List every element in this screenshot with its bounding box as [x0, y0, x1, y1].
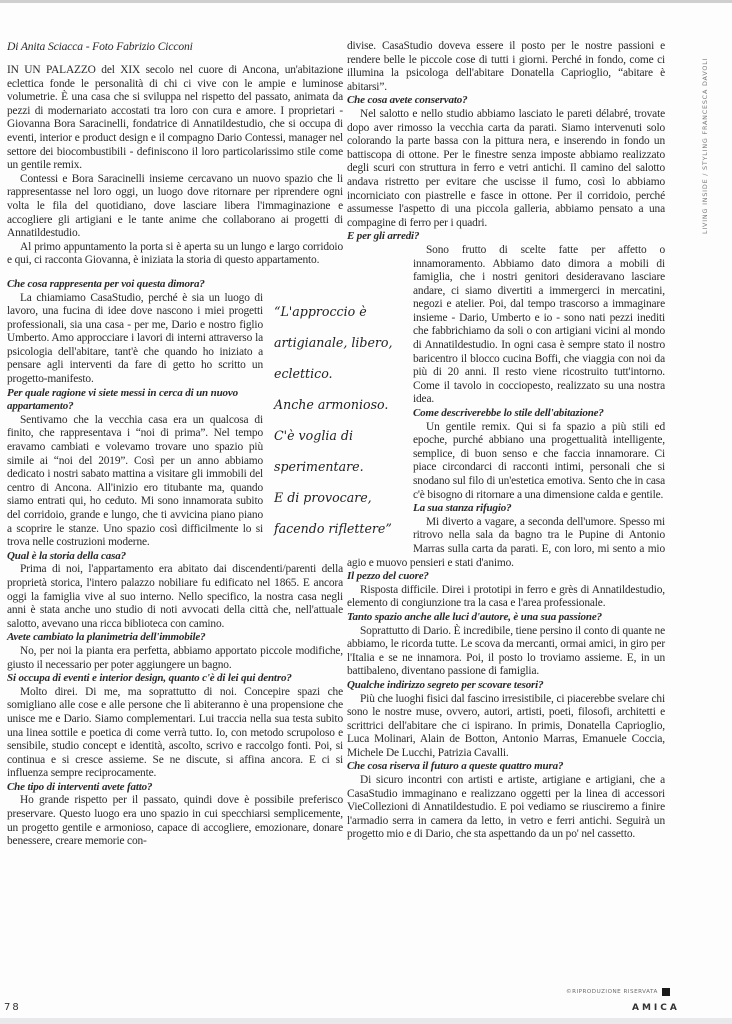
intro-paragraph-2: Contessi e Bora Saracinelli insieme cercavano un nuovo spazio che li rappresentasse nel loro oggi, un luogo dove ritornare per riprendere ogni volta le fila del quotidiano, dove lasciare libera l'immaginazione e accogliere gli artigiani e le tante anime che collaborano ai progetti di Annatildestudio.	[7, 172, 343, 240]
question: Che tipo di interventi avete fatto?	[7, 780, 153, 793]
question: Il pezzo del cuore?	[347, 570, 429, 583]
answer: Mi diverto a vagare, a seconda dell'umore. Spesso mi ritrovo nella sala da bagno tra le Pupine di Antonio Marras sulla carta da parati. E, con loro, mi sento a mio agio e muovo pensieri e stati d'animo.	[347, 515, 665, 569]
intro-lead-caps: IN UN PALAZZO	[7, 64, 96, 76]
pull-quote-line: sperimentare.	[274, 458, 364, 474]
answer: Più che luoghi fisici dal fascino irresistibile, ci piacerebbe svelare chi sono le nostre muse, ovvero, autori, artisti, poeti, filosofi, architetti e scrittrici dell'abitare che ci ispirano. In primis, Donatella Caprioglio, Luca Molinari, Alain de Botton, Antonio Marras, Emanuele Coccia, Michele De Lucchi, Patrizia Cavalli.	[347, 692, 665, 759]
magazine-name: AMICA	[632, 1003, 680, 1013]
question: Per quale ragione vi siete messi in cerca di un nuovo appartamento?	[7, 386, 238, 413]
spacer	[7, 268, 343, 278]
bottom-edge	[0, 1018, 732, 1024]
top-edge	[0, 0, 732, 3]
copyright-notice	[566, 988, 670, 996]
question: Che cosa avete conservato?	[347, 94, 468, 107]
pull-quote-line: Anche armonioso.	[274, 396, 389, 412]
side-credit: LIVING INSIDE / STYLING FRANCESCA DAVOLI	[701, 57, 709, 234]
question: Avete cambiato la planimetria dell'immobile?	[7, 631, 206, 644]
question: Tanto spazio anche alle luci d'autore, è una sua passione?	[347, 610, 602, 623]
continuation-paragraph: divise. CasaStudio doveva essere il posto per le nostre passioni e rendere belle le piccole cose di tutti i giorni. Perché in fondo, come ci illumina la psicologa dell'abitare Donatella Caprioglio, “abitare è abitarsi”.	[347, 40, 665, 93]
question: Qualche indirizzo segreto per scovare tesori?	[347, 678, 544, 691]
question: Qual è la storia della casa?	[7, 549, 126, 562]
end-mark-icon	[662, 988, 670, 996]
pull-quote-line: artigianale, libero,	[274, 334, 393, 350]
pull-quote-line: C'è voglia di	[274, 427, 353, 443]
answer: Soprattutto di Dario. È incredibile, tiene persino il conto di quante ne abbiamo, le ricorda tutte. Le scova da mercanti, ormai amici, in giro per l'Italia e se ne innamora. Poi, il posto lo troviamo assieme. E, in un battibaleno, diventano passione di famiglia.	[347, 624, 665, 678]
answer: La chiamiamo CasaStudio, perché è sia un luogo di lavoro, una fucina di idee dove nascono i miei progetti professionali, sia una casa - per me, Dario e nostro figlio Umberto. Amo approcciare i lavori di interni attraverso la psicologia dell'abitare, tant'è che quando ho iniziato a pensare agli interventi da fare di getto ho scritto un progetto-manifesto.	[7, 291, 263, 386]
copyright-text: ©RIPRODUZIONE RISERVATA	[566, 989, 658, 995]
answer: Molto direi. Di me, ma soprattutto di noi. Concepire spazi che somigliano alle cose e alle persone che lì abiteranno è una propensione che unisce me e Dario. Siamo complementari. Lui traccia nella sua testa subito una linea sottile e poetica di come verrà tutto. Io, con metodo scrupoloso e sensibile, studio concept e identità, ascolto, scrivo e raccolgo fonti. Poi, si continua e si cresce assieme. Se ne discute, si affina ancora. E ci si influenza sempre reciprocamente.	[7, 685, 343, 780]
pull-quote-line: E di provocare,	[274, 489, 372, 505]
answer: Sono frutto di scelte fatte per affetto o innamoramento. Abbiamo dato dimora a mobili di famiglia, che i nostri genitori desideravano lasciare andare, ci siamo divertiti a immergerci in mercatini, negozi e atelier. Poi, dal tempo trascorso a immaginare insieme - Dario, Umberto e io - sono nati pezzi inediti che fabbrichiamo da soli o con artigiani vicini al mondo di Annatildestudio. In ogni casa è sempre stato il nostro baricentro il blocco cucina Boffi, che viaggia con noi da più di 20 anni. Il resto viene ricostruito tutt'intorno. Come il tavolo in cocciopesto, realizzato su una nostra idea.	[413, 243, 665, 406]
answer: No, per noi la pianta era perfetta, abbiamo apportato piccole modifiche, giusto il necessario per poter aggiungere un bagno.	[7, 644, 343, 671]
pull-quote-space-right	[347, 296, 409, 548]
question: Si occupa di eventi e interior design, quanto c'è di lei qui dentro?	[7, 672, 292, 685]
byline: Di Anita Sciacca - Foto Fabrizio Cicconi	[7, 40, 193, 53]
question: Che cosa riserva il futuro a queste quattro mura?	[347, 760, 564, 773]
answer: Nel salotto e nello studio abbiamo lasciato le pareti délabré, trovate dopo aver rimosso la vecchia carta da parati. Siamo intervenuti solo colorando la parte bassa con la pittura nera, e inserendo in fondo un battiscopa di ottone. Per le finestre senza imposte abbiamo realizzato degli scuri con struttura in ferro e vetri antichi. Il camino del salotto andava ristretto per evitare che uscisse il fumo, così lo abbiamo incorniciato con piastrelle e fasce in ottone. Per il corridoio, perché assumesse l'aspetto di una piccola galleria, abbiamo pensato a una compagine di ferro per i quadri.	[347, 107, 665, 229]
answer: Sentivamo che la vecchia casa era un qualcosa di finito, che rappresentava i “noi di prima”. Nel tempo eravamo cambiati e volevamo trovare uno spazio più simile ai “noi del 2019”. Così per un anno abbiamo dedicato i nostri sabato mattina a visitare gli immobili del centro di Ancona. All'inizio ero titubante ma, quando siamo entrati qui, ho ceduto. Mi sono innamorata subito del corridoio, grande e lungo, che ti avvicina piano piano a scoprire le stanze. Uno spazio così difficilmente lo si trova nelle costruzioni moderne.	[7, 413, 263, 549]
answer: Un gentile remix. Qui si fa spazio a più stili ed epoche, purché abbiano una progettualità intelligente, semplice, di buon senso e che faccia innamorare. Ci piace circondarci di racconti intimi, personali che si snodano sul filo di un'estetica emotiva. Sento che in casa c'è bisogno di ritornare a una dimensione calda e gentile.	[413, 420, 665, 501]
question: E per gli arredi?	[347, 230, 420, 243]
pull-quote-line: eclettico.	[274, 365, 333, 381]
question: Che cosa rappresenta per voi questa dimora?	[7, 277, 205, 290]
question: La sua stanza rifugio?	[413, 502, 512, 515]
answer: Ho grande rispetto per il passato, quindi dove è possibile preferisco preservare. Questo luogo era uno spazio in cui specchiarsi semplicemente, un progetto gentile e armonioso, capace di accogliere, emozionare, donare benessere, creare memorie con-	[7, 794, 343, 848]
pull-quote-line: “L'approccio è	[274, 303, 367, 319]
question: Come descriverebbe lo stile dell'abitazione?	[413, 407, 604, 420]
answer: Risposta difficile. Direi i prototipi in ferro e grès di Annatildestudio, elemento di congiunzione tra la casa e l'area professionale.	[347, 583, 665, 610]
pull-quote-line: facendo riflettere”	[274, 520, 392, 536]
page-number: 78	[4, 1002, 21, 1013]
intro-paragraph	[7, 64, 343, 173]
answer: Prima di noi, l'appartamento era abitato dai discendenti/parenti della proprietà storica, l'intero palazzo nobiliare fu edificato nel 1865. E ancora oggi la famiglia vive al suo interno. Nello specifico, la nostra casa negli anni è stata anche uno studio di noti avvocati della città che, nell'attuale salotto, avevano una ricca biblioteca con camino.	[7, 563, 343, 630]
intro-paragraph-3: Al primo appuntamento la porta si è aperta su un lungo e largo corridoio e qui, ci racconta Giovanna, è iniziata la storia di questo appartamento.	[7, 240, 343, 267]
right-column	[347, 40, 665, 842]
intro-text: del XIX secolo nel cuore di Ancona, un'abitazione eclettica fonde le personalità di chi ci vive con le ampie e luminose volumetrie. È una casa che si sviluppa nel rispetto del passato, animata da pezzi di modernariato accostati tra loro con cura e amore. I proprietari - Giovanna Bora Saracinelli, fondatrice di Annatildestudio, che si occupa di eventi, interior e product design e il compagno Dario Contessi, manager nel settore dei biocombustibili - definiscono il loro particolarissimo stile come un gentile remix.	[7, 64, 343, 172]
answer: Di sicuro incontri con artisti e artiste, artigiane e artigiani, che a CasaStudio immaginano e realizzano oggetti per la linea di accessori VieCollezioni di Annatildestudio. E poi vediamo se riusciremo a finire l'armadio serra in camera da letto, in vetro e ferri antichi. Seguirà un progetto mio e di Dario, che sta aspettando da un po' nel cassetto.	[347, 774, 665, 841]
